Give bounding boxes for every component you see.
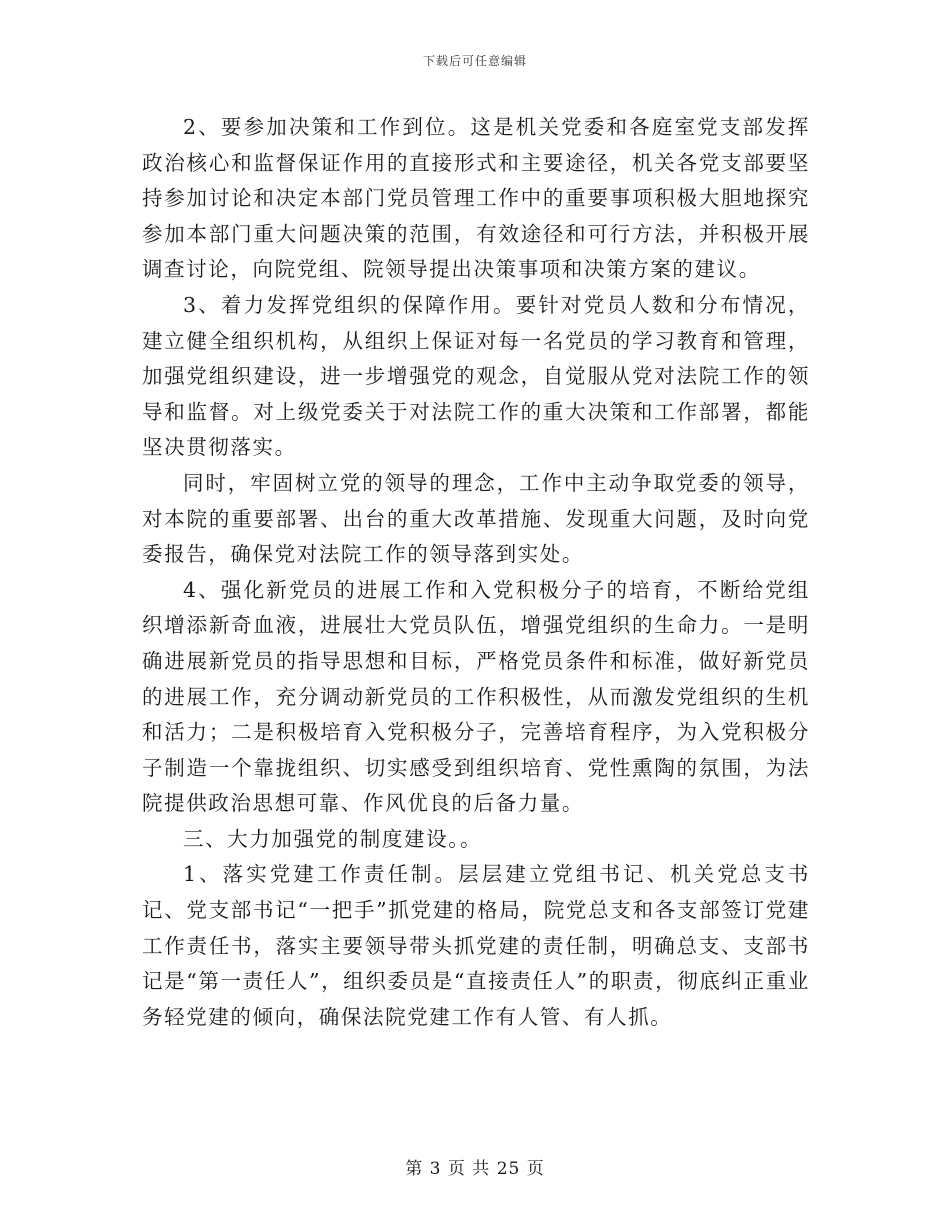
page-header: 下载后可任意编辑 (422, 54, 527, 68)
paragraph: 3、着力发挥党组织的保障作用。要针对党员人数和分布情况，建立健全组织机构，从组织上保证对每一名党员的学习教育和管理，加强党组织建设，进一步增强党的观念，自觉服从党对法院工作的领导和监督。对上级党委关于对法院工作的重大决策和工作部署，都能坚决贯彻落实。 (142, 292, 810, 460)
paragraph: 2、要参加决策和工作到位。这是机关党委和各庭室党支部发挥政治核心和监督保证作用的直接形式和主要途径，机关各党支部要坚持参加讨论和决定本部门党员管理工作中的重要事项积极大胆地探究参加本部门重大问题决策的范围，有效途径和可行方法，并积极开展调查讨论，向院党组、院领导提出决策事项和决策方案的建议。 (142, 115, 810, 282)
paragraph: 1、落实党建工作责任制。层层建立党组书记、机关党总支书记、党支部书记“一把手”抓党建的格局，院党总支和各支部签订党建工作责任书，落实主要领导带头抓党建的责任制，明确总支、支部书记是“第一责任人”，组织委员是“直接责任人”的职责，彻底纠正重业务轻党建的倾向，确保法院党建工作有人管、有人抓。 (142, 862, 810, 1029)
paragraph: 同时，牢固树立党的领导的理念，工作中主动争取党委的领导，对本院的重要部署、出台的重大改革措施、发现重大问题，及时向党委报告，确保党对法院工作的领导落到实处。 (142, 470, 810, 567)
page-number: 第 3 页 共 25 页 (405, 1159, 545, 1179)
document-body (142, 110, 810, 1035)
paragraph: 4、强化新党员的进展工作和入党积极分子的培育，不断给党组织增添新奇血液，进展壮大党员队伍，增强党组织的生命力。一是明确进展新党员的指导思想和目标，严格党员条件和标准，做好新党员的进展工作，充分调动新党员的工作积极性，从而激发党组织的生机和活力；二是积极培育入党积极分子，完善培育程序，为入党积极分子制造一个靠拢组织、切实感受到组织培育、党性熏陶的氛围，为法院提供政治思想可靠、作风优良的后备力量。 (142, 577, 810, 816)
section-heading: 三、大力加强党的制度建设。。 (183, 826, 483, 851)
